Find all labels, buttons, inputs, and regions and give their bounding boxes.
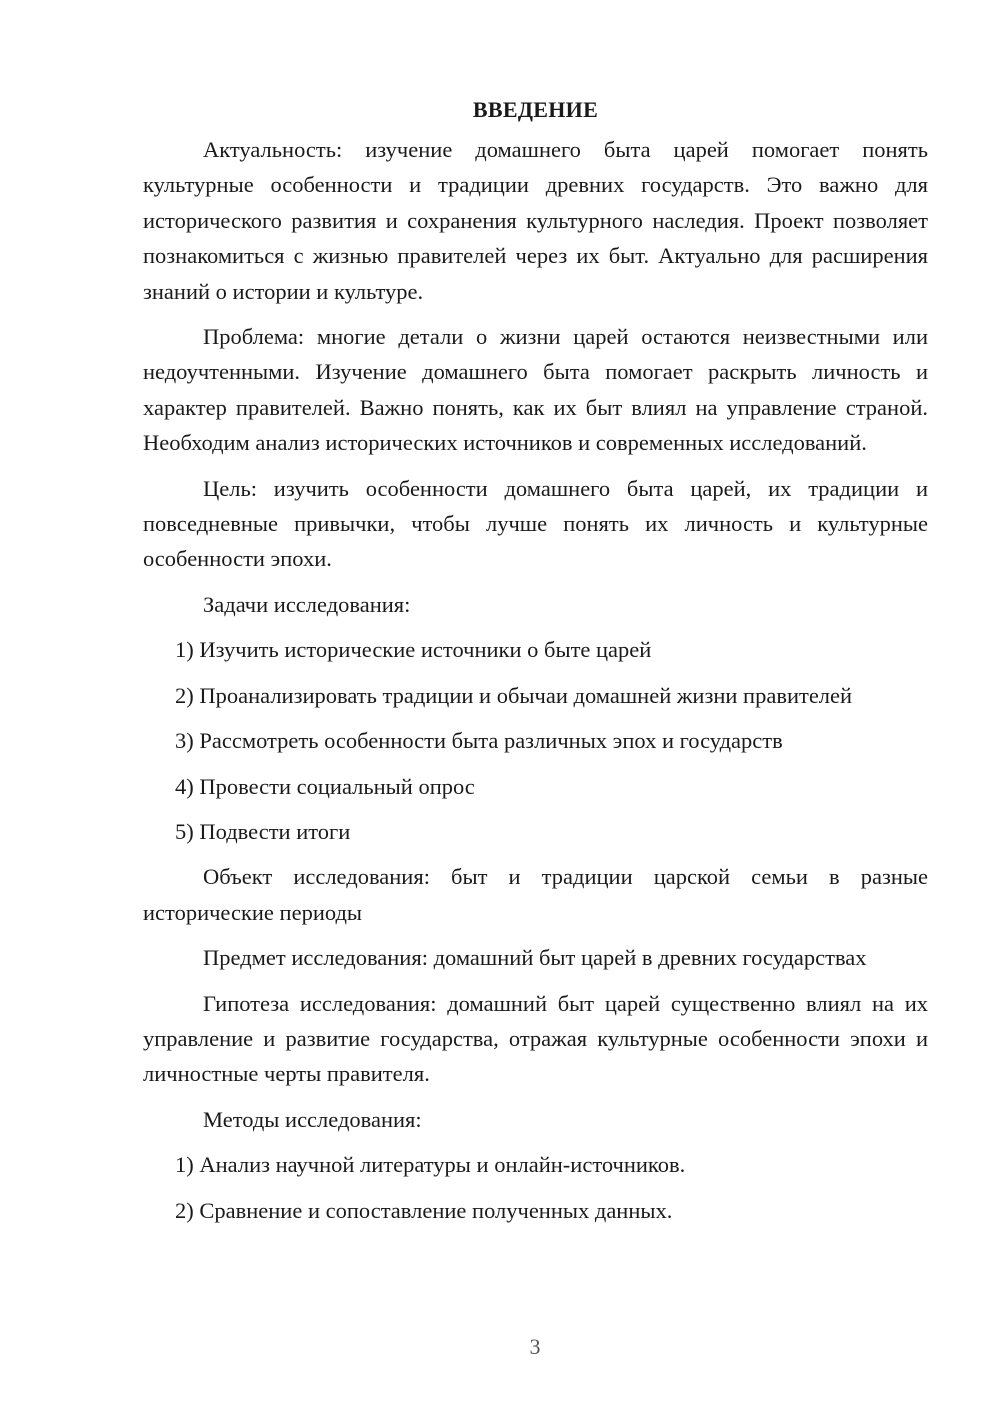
object-paragraph: Объект исследования: быт и традиции царской семьи в разные исторические периоды — [143, 864, 928, 925]
tasks-title: Задачи исследования: — [203, 591, 411, 617]
problem-paragraph: Проблема: многие детали о жизни царей остаются неизвестными или недоучтенными. Изучение домашнего быта помогает раскрыть личность и характер правителей. Важно понять, как их быт влиял на управление страной. Необходим анализ исторических источников и современных исследований. — [143, 324, 928, 456]
methods-title: Методы исследования: — [203, 1106, 422, 1132]
task-item: 1) Изучить исторические источники о быте царей — [175, 637, 652, 663]
page-title: ВВЕДЕНИЕ — [472, 97, 599, 122]
document-page — [143, 92, 928, 1228]
method-item: 1) Анализ научной литературы и онлайн-источников. — [175, 1152, 686, 1178]
task-item: 2) Проанализировать традиции и обычаи домашней жизни правителей — [175, 682, 853, 708]
goal-paragraph: Цель: изучить особенности домашнего быта царей, их традиции и повседневные привычки, чтобы лучше понять их личность и культурные особенности эпохи. — [143, 475, 928, 572]
relevance-paragraph: Актуальность: изучение домашнего быта царей помогает понять культурные особенности и традиции древних государств. Это важно для исторического развития и сохранения культурного наследия. Проект позволяет познакомиться с жизнью правителей через их быт. Актуально для расширения знаний о истории и культуре. — [143, 137, 928, 304]
hypothesis-paragraph: Гипотеза исследования: домашний быт царей существенно влиял на их управление и развитие государства, отражая культурные особенности эпохи и личностные черты правителя. — [143, 990, 928, 1087]
task-item: 5) Подвести итоги — [175, 818, 351, 844]
subject-paragraph: Предмет исследования: домашний быт царей в древних государствах — [203, 945, 867, 971]
task-item: 4) Провести социальный опрос — [175, 773, 475, 799]
method-item: 2) Сравнение и сопоставление полученных данных. — [175, 1197, 673, 1223]
task-item: 3) Рассмотреть особенности быта различных эпох и государств — [175, 728, 783, 754]
page-number: 3 — [529, 1334, 541, 1359]
